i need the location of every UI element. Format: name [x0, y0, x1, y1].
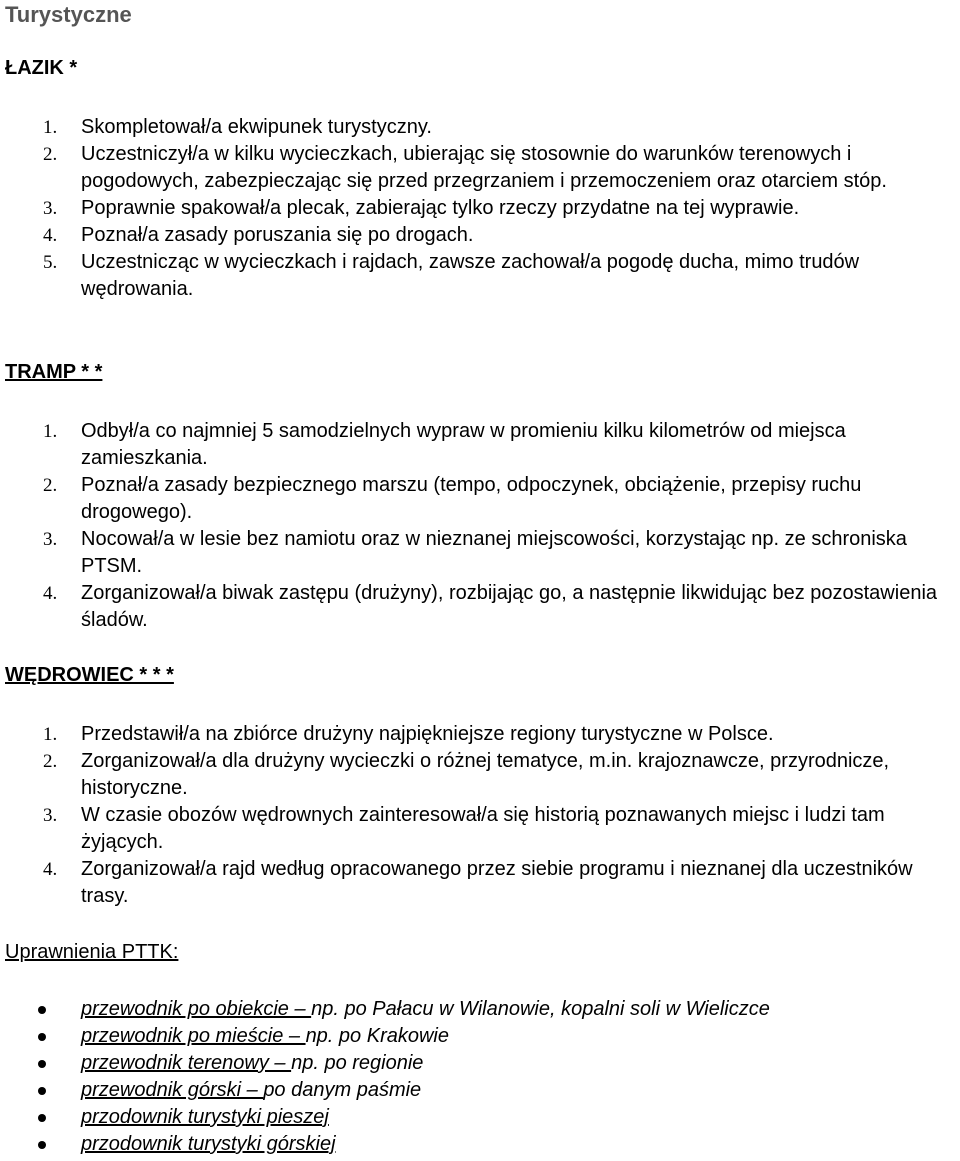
permission-name: przodownik turystyki pieszej	[81, 1106, 329, 1128]
item-number: 3.	[43, 805, 58, 826]
permission-detail: np. po regionie	[291, 1052, 424, 1074]
list-item	[5, 856, 960, 910]
item-text: Poprawnie spakował/a plecak, zabierając tylko rzeczy przydatne na tej wyprawie.	[81, 197, 800, 219]
item-text: Przedstawił/a na zbiórce drużyny najpiękniejsze regiony turystyczne w Polsce.	[81, 723, 774, 745]
permission-name: przewodnik po obiekcie –	[81, 998, 312, 1020]
item-number: 4.	[43, 859, 58, 880]
list-item	[5, 802, 960, 856]
list-item	[5, 472, 960, 526]
list-item	[5, 1131, 960, 1158]
item-text: Zorganizował/a biwak zastępu (drużyny), rozbijając go, a następnie likwidując bez pozostawienia śladów.	[81, 582, 938, 631]
permission-name: przodownik turystyki górskiej	[81, 1133, 336, 1155]
item-number: 1.	[43, 724, 58, 745]
bullet-icon	[38, 1006, 46, 1014]
list-item	[5, 1023, 960, 1050]
item-text: W czasie obozów wędrownych zainteresował/a się historią poznawanych miejsc i ludzi tam żyjących.	[81, 804, 885, 853]
list-item	[5, 1077, 960, 1104]
permissions-heading: Uprawnienia PTTK:	[5, 941, 179, 963]
list-item	[5, 418, 960, 472]
section-list-tramp	[5, 418, 960, 634]
section-heading-tramp: TRAMP * *	[5, 361, 103, 383]
item-number: 5.	[43, 252, 58, 273]
item-text: Zorganizował/a rajd według opracowanego przez siebie programu i nieznanej dla uczestników trasy.	[81, 858, 913, 907]
list-item	[5, 526, 960, 580]
item-text: Zorganizował/a dla drużyny wycieczki o różnej tematyce, m.in. krajoznawcze, przyrodnicze, historyczne.	[81, 750, 890, 799]
list-item	[5, 114, 960, 141]
item-text: Odbył/a co najmniej 5 samodzielnych wypraw w promieniu kilku kilometrów od miejsca zamieszkania.	[81, 420, 846, 469]
list-item	[5, 721, 960, 748]
list-item	[5, 996, 960, 1023]
list-item	[5, 748, 960, 802]
list-item	[5, 1104, 960, 1131]
item-number: 2.	[43, 475, 58, 496]
bullet-icon	[38, 1114, 46, 1122]
item-text: Nocował/a w lesie bez namiotu oraz w nieznanej miejscowości, korzystając np. ze schroniska PTSM.	[81, 528, 907, 577]
section-heading-lazik: ŁAZIK *	[5, 57, 78, 79]
item-number: 3.	[43, 529, 58, 550]
item-number: 1.	[43, 421, 58, 442]
item-text: Uczestniczył/a w kilku wycieczkach, ubierając się stosownie do warunków terenowych i pogodowych, zabezpieczając się przed przegrzaniem i przemoczeniem oraz otarciem stóp.	[81, 143, 887, 192]
bullet-icon	[38, 1060, 46, 1068]
permissions-list	[5, 996, 960, 1158]
item-number: 2.	[43, 144, 58, 165]
list-item	[5, 141, 960, 195]
permission-name: przewodnik terenowy –	[81, 1052, 292, 1074]
list-item	[5, 1050, 960, 1077]
bullet-icon	[38, 1033, 46, 1041]
section-list-wedrowiec	[5, 721, 960, 910]
item-number: 3.	[43, 198, 58, 219]
bullet-icon	[38, 1141, 46, 1149]
item-number: 2.	[43, 751, 58, 772]
permission-name: przewodnik górski –	[81, 1079, 264, 1101]
permission-detail: np. po Pałacu w Wilanowie, kopalni soli w Wieliczce	[311, 998, 770, 1020]
list-item	[5, 249, 960, 303]
list-item	[5, 222, 960, 249]
item-text: Uczestnicząc w wycieczkach i rajdach, zawsze zachował/a pogodę ducha, mimo trudów wędrowania.	[81, 251, 860, 300]
permission-detail: np. po Krakowie	[305, 1025, 449, 1047]
list-item	[5, 580, 960, 634]
item-number: 4.	[43, 583, 58, 604]
permission-detail: po danym paśmie	[263, 1079, 422, 1101]
item-number: 4.	[43, 225, 58, 246]
permission-name: przewodnik po mieście –	[81, 1025, 306, 1047]
page-title: Turystyczne	[5, 2, 132, 27]
section-heading-wedrowiec: WĘDROWIEC * * *	[5, 664, 174, 686]
item-text: Poznał/a zasady bezpiecznego marszu (tempo, odpoczynek, obciążenie, przepisy ruchu drogowego).	[81, 474, 862, 523]
item-text: Poznał/a zasady poruszania się po drogach.	[81, 224, 474, 246]
item-text: Skompletował/a ekwipunek turystyczny.	[81, 116, 432, 138]
section-list-lazik	[5, 114, 960, 303]
item-number: 1.	[43, 117, 58, 138]
list-item	[5, 195, 960, 222]
bullet-icon	[38, 1087, 46, 1095]
